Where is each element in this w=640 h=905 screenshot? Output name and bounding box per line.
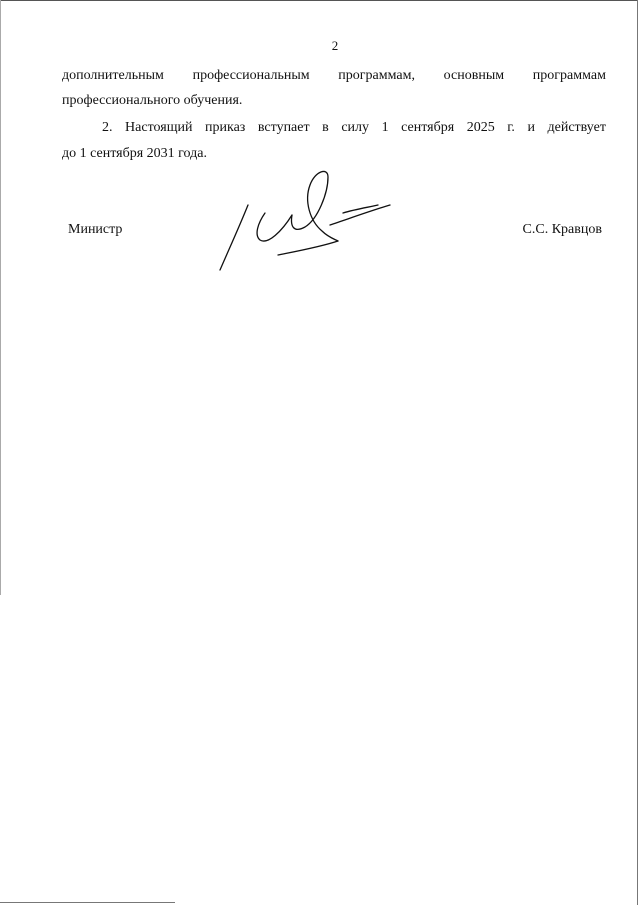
paragraph-2-line-2: до 1 сентября 2031 года. bbox=[62, 146, 207, 161]
footnote-separator bbox=[0, 902, 175, 903]
word: программам bbox=[532, 68, 606, 83]
word: программам, bbox=[338, 68, 415, 83]
word: в bbox=[322, 120, 329, 135]
paragraph-1-line-1 bbox=[62, 68, 606, 84]
word: 2025 bbox=[466, 120, 495, 135]
word: дополнительным bbox=[62, 68, 164, 83]
word: сентября bbox=[401, 120, 455, 135]
page-edge-right bbox=[637, 0, 638, 905]
page-edge-left bbox=[0, 0, 1, 595]
word: действует bbox=[547, 120, 606, 135]
word: и bbox=[527, 120, 535, 135]
signer-name: С.С. Кравцов bbox=[522, 222, 602, 237]
word: 2. bbox=[102, 120, 113, 135]
word: силу bbox=[341, 120, 370, 135]
position-title: Министр bbox=[68, 222, 123, 237]
page-edge-top bbox=[0, 0, 637, 1]
word: приказ bbox=[205, 120, 246, 135]
word: г. bbox=[507, 120, 515, 135]
word: основным bbox=[443, 68, 505, 83]
paragraph-2-line-1 bbox=[102, 120, 606, 136]
page-number: 2 bbox=[331, 38, 339, 53]
word: Настоящий bbox=[125, 120, 193, 135]
handwritten-signature bbox=[210, 165, 400, 277]
word: профессиональным bbox=[192, 68, 310, 83]
word: 1 bbox=[381, 120, 389, 135]
paragraph-1-line-2: профессионального обучения. bbox=[62, 93, 243, 108]
word: вступает bbox=[257, 120, 310, 135]
